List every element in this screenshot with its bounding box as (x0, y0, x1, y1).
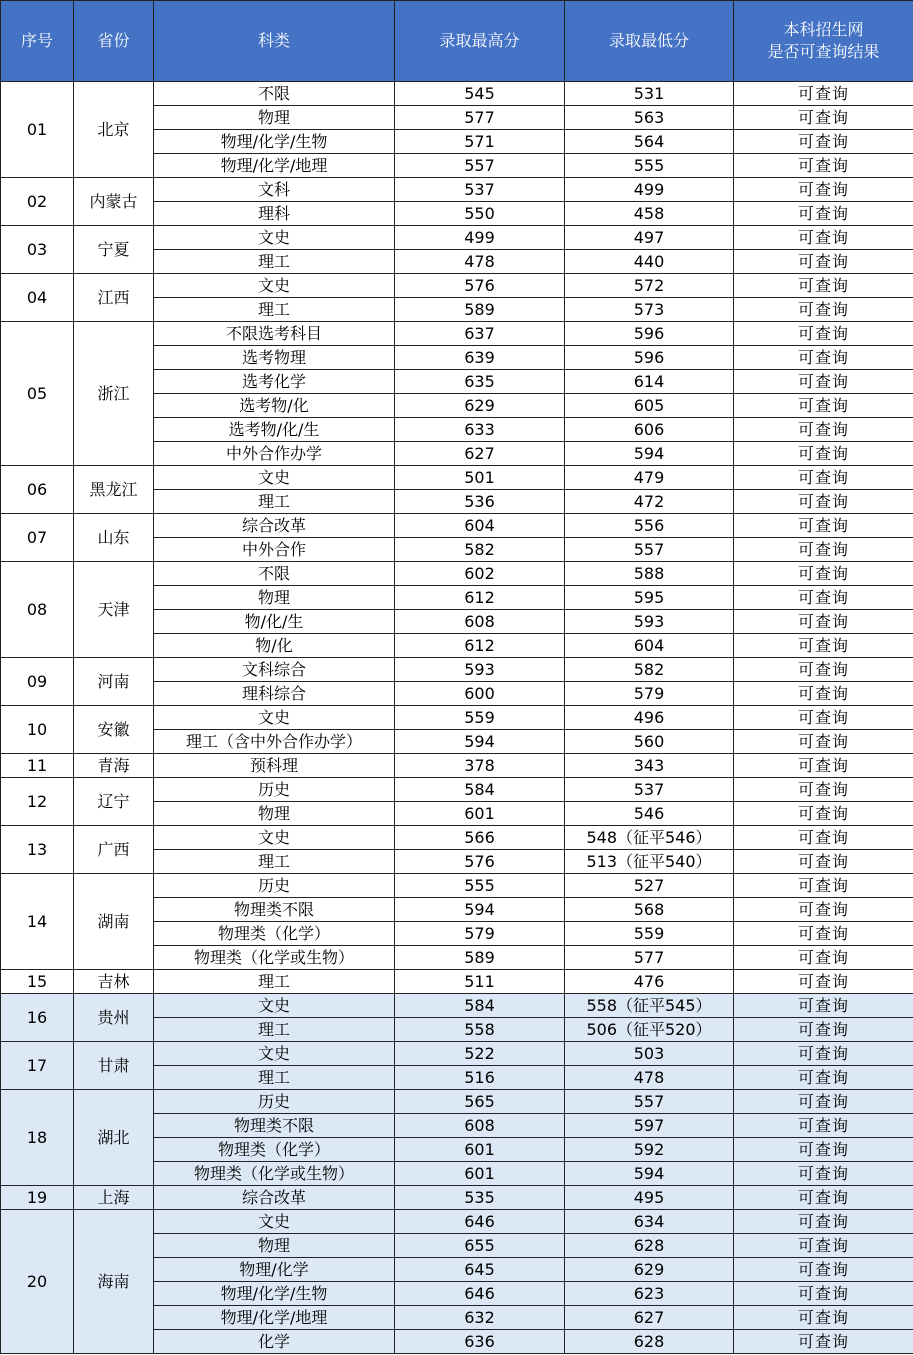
min-score-cell: 594 (565, 1162, 734, 1186)
max-score-cell: 565 (395, 1090, 565, 1114)
category-cell: 物理/化学/地理 (154, 154, 395, 178)
max-score-cell: 522 (395, 1042, 565, 1066)
category-cell: 物理类不限 (154, 898, 395, 922)
row-number: 06 (1, 466, 74, 514)
min-score-cell: 496 (565, 706, 734, 730)
max-score-cell: 637 (395, 322, 565, 346)
query-link[interactable]: 可查询 (734, 562, 913, 586)
min-score-cell: 596 (565, 346, 734, 370)
query-link[interactable]: 可查询 (734, 994, 913, 1018)
query-link[interactable]: 可查询 (734, 226, 913, 250)
max-score-cell: 633 (395, 418, 565, 442)
province-cell: 宁夏 (74, 226, 154, 274)
min-score-cell: 495 (565, 1186, 734, 1210)
category-cell: 中外合作 (154, 538, 395, 562)
min-score-cell: 579 (565, 682, 734, 706)
row-number: 05 (1, 322, 74, 466)
max-score-cell: 601 (395, 802, 565, 826)
row-number: 12 (1, 778, 74, 826)
province-cell: 江西 (74, 274, 154, 322)
max-score-cell: 576 (395, 274, 565, 298)
min-score-cell: 559 (565, 922, 734, 946)
query-link[interactable]: 可查询 (734, 346, 913, 370)
min-score-cell: 497 (565, 226, 734, 250)
min-score-cell: 577 (565, 946, 734, 970)
header-province: 省份 (74, 1, 154, 82)
category-cell: 选考物理 (154, 346, 395, 370)
table-row (1, 778, 913, 802)
category-cell: 选考物/化 (154, 394, 395, 418)
min-score-cell: 558（征平545） (565, 994, 734, 1018)
table-row (1, 178, 913, 202)
query-link[interactable]: 可查询 (734, 658, 913, 682)
category-cell: 文科综合 (154, 658, 395, 682)
max-score-cell: 478 (395, 250, 565, 274)
query-link[interactable]: 可查询 (734, 154, 913, 178)
table-row (1, 754, 913, 778)
province-cell: 黑龙江 (74, 466, 154, 514)
query-link[interactable]: 可查询 (734, 82, 913, 106)
query-link[interactable]: 可查询 (734, 322, 913, 346)
query-link[interactable]: 可查询 (734, 1042, 913, 1066)
row-number: 13 (1, 826, 74, 874)
min-score-cell: 555 (565, 154, 734, 178)
category-cell: 综合改革 (154, 514, 395, 538)
category-cell: 理工 (154, 1066, 395, 1090)
category-cell: 物理/化学/地理 (154, 1306, 395, 1330)
province-cell: 内蒙古 (74, 178, 154, 226)
max-score-cell: 559 (395, 706, 565, 730)
query-link[interactable]: 可查询 (734, 490, 913, 514)
table-row (1, 562, 913, 586)
province-cell: 山东 (74, 514, 154, 562)
category-cell: 文史 (154, 706, 395, 730)
header-category: 科类 (154, 1, 395, 82)
category-cell: 物理类（化学或生物） (154, 946, 395, 970)
max-score-cell: 601 (395, 1162, 565, 1186)
category-cell: 不限 (154, 562, 395, 586)
max-score-cell: 545 (395, 82, 565, 106)
category-cell: 文史 (154, 226, 395, 250)
category-cell: 文史 (154, 1210, 395, 1234)
min-score-cell: 588 (565, 562, 734, 586)
max-score-cell: 557 (395, 154, 565, 178)
header-min-score: 录取最低分 (565, 1, 734, 82)
province-cell: 湖北 (74, 1090, 154, 1186)
max-score-cell: 636 (395, 1330, 565, 1354)
query-link[interactable]: 可查询 (734, 1066, 913, 1090)
category-cell: 文史 (154, 826, 395, 850)
max-score-cell: 579 (395, 922, 565, 946)
min-score-cell: 531 (565, 82, 734, 106)
min-score-cell: 614 (565, 370, 734, 394)
min-score-cell: 537 (565, 778, 734, 802)
query-link[interactable]: 可查询 (734, 826, 913, 850)
min-score-cell: 556 (565, 514, 734, 538)
min-score-cell: 499 (565, 178, 734, 202)
table-row (1, 658, 913, 682)
category-cell: 历史 (154, 778, 395, 802)
max-score-cell: 601 (395, 1138, 565, 1162)
province-cell: 湖南 (74, 874, 154, 970)
min-score-cell: 564 (565, 130, 734, 154)
max-score-cell: 535 (395, 1186, 565, 1210)
max-score-cell: 627 (395, 442, 565, 466)
min-score-cell: 563 (565, 106, 734, 130)
table-row (1, 1042, 913, 1066)
header-max-score: 录取最高分 (395, 1, 565, 82)
max-score-cell: 584 (395, 778, 565, 802)
min-score-cell: 572 (565, 274, 734, 298)
query-link[interactable]: 可查询 (734, 298, 913, 322)
min-score-cell: 478 (565, 1066, 734, 1090)
query-link[interactable]: 可查询 (734, 1330, 913, 1354)
table-row (1, 322, 913, 346)
max-score-cell: 594 (395, 730, 565, 754)
min-score-cell: 623 (565, 1282, 734, 1306)
query-link[interactable]: 可查询 (734, 682, 913, 706)
min-score-cell: 476 (565, 970, 734, 994)
province-cell: 广西 (74, 826, 154, 874)
max-score-cell: 604 (395, 514, 565, 538)
row-number: 08 (1, 562, 74, 658)
category-cell: 物/化 (154, 634, 395, 658)
header-query-line2: 是否可查询结果 (767, 42, 880, 61)
province-cell: 河南 (74, 658, 154, 706)
min-score-cell: 604 (565, 634, 734, 658)
min-score-cell: 582 (565, 658, 734, 682)
max-score-cell: 550 (395, 202, 565, 226)
province-cell: 甘肃 (74, 1042, 154, 1090)
query-link[interactable]: 可查询 (734, 1090, 913, 1114)
query-link[interactable]: 可查询 (734, 274, 913, 298)
province-cell: 辽宁 (74, 778, 154, 826)
min-score-cell: 628 (565, 1330, 734, 1354)
category-cell: 物理/化学/生物 (154, 130, 395, 154)
table-row (1, 274, 913, 298)
query-link[interactable]: 可查询 (734, 754, 913, 778)
max-score-cell: 537 (395, 178, 565, 202)
query-link[interactable]: 可查询 (734, 202, 913, 226)
max-score-cell: 612 (395, 586, 565, 610)
row-number: 16 (1, 994, 74, 1042)
query-link[interactable]: 可查询 (734, 1138, 913, 1162)
table-row (1, 514, 913, 538)
min-score-cell: 458 (565, 202, 734, 226)
header-query-line1: 本科招生网 (783, 20, 864, 39)
max-score-cell: 612 (395, 634, 565, 658)
category-cell: 理工 (154, 490, 395, 514)
category-cell: 化学 (154, 1330, 395, 1354)
table-body (1, 82, 913, 1354)
table-row (1, 466, 913, 490)
query-link[interactable]: 可查询 (734, 466, 913, 490)
query-link[interactable]: 可查询 (734, 442, 913, 466)
category-cell: 物理类不限 (154, 1114, 395, 1138)
max-score-cell: 582 (395, 538, 565, 562)
query-link[interactable]: 可查询 (734, 370, 913, 394)
province-cell: 天津 (74, 562, 154, 658)
min-score-cell: 557 (565, 538, 734, 562)
max-score-cell: 378 (395, 754, 565, 778)
query-link[interactable]: 可查询 (734, 1234, 913, 1258)
province-cell: 安徽 (74, 706, 154, 754)
min-score-cell: 629 (565, 1258, 734, 1282)
min-score-cell: 546 (565, 802, 734, 826)
category-cell: 历史 (154, 874, 395, 898)
max-score-cell: 558 (395, 1018, 565, 1042)
query-link[interactable]: 可查询 (734, 850, 913, 874)
min-score-cell: 595 (565, 586, 734, 610)
category-cell: 物理/化学/生物 (154, 1282, 395, 1306)
table-row (1, 1186, 913, 1210)
query-link[interactable]: 可查询 (734, 874, 913, 898)
table-row (1, 970, 913, 994)
query-link[interactable]: 可查询 (734, 250, 913, 274)
table-row (1, 226, 913, 250)
row-number: 01 (1, 82, 74, 178)
table-row (1, 1090, 913, 1114)
min-score-cell: 605 (565, 394, 734, 418)
min-score-cell: 592 (565, 1138, 734, 1162)
row-number: 20 (1, 1210, 74, 1354)
category-cell: 中外合作办学 (154, 442, 395, 466)
max-score-cell: 577 (395, 106, 565, 130)
max-score-cell: 639 (395, 346, 565, 370)
table-row (1, 1210, 913, 1234)
province-cell: 青海 (74, 754, 154, 778)
category-cell: 文史 (154, 1042, 395, 1066)
max-score-cell: 511 (395, 970, 565, 994)
max-score-cell: 645 (395, 1258, 565, 1282)
province-cell: 北京 (74, 82, 154, 178)
query-link[interactable]: 可查询 (734, 898, 913, 922)
category-cell: 物理/化学 (154, 1258, 395, 1282)
max-score-cell: 594 (395, 898, 565, 922)
row-number: 17 (1, 1042, 74, 1090)
table-header-row (1, 1, 913, 82)
row-number: 10 (1, 706, 74, 754)
category-cell: 物/化/生 (154, 610, 395, 634)
row-number: 15 (1, 970, 74, 994)
max-score-cell: 608 (395, 1114, 565, 1138)
province-cell: 浙江 (74, 322, 154, 466)
category-cell: 物理类（化学） (154, 922, 395, 946)
category-cell: 文史 (154, 466, 395, 490)
query-link[interactable]: 可查询 (734, 1114, 913, 1138)
query-link[interactable]: 可查询 (734, 130, 913, 154)
max-score-cell: 602 (395, 562, 565, 586)
min-score-cell: 573 (565, 298, 734, 322)
min-score-cell: 627 (565, 1306, 734, 1330)
min-score-cell: 506（征平520） (565, 1018, 734, 1042)
query-link[interactable]: 可查询 (734, 1018, 913, 1042)
row-number: 04 (1, 274, 74, 322)
max-score-cell: 589 (395, 298, 565, 322)
query-link[interactable]: 可查询 (734, 730, 913, 754)
query-link[interactable]: 可查询 (734, 538, 913, 562)
max-score-cell: 516 (395, 1066, 565, 1090)
min-score-cell: 440 (565, 250, 734, 274)
max-score-cell: 499 (395, 226, 565, 250)
row-number: 11 (1, 754, 74, 778)
row-number: 14 (1, 874, 74, 970)
max-score-cell: 646 (395, 1210, 565, 1234)
row-number: 19 (1, 1186, 74, 1210)
category-cell: 理工（含中外合作办学） (154, 730, 395, 754)
row-number: 07 (1, 514, 74, 562)
category-cell: 不限 (154, 82, 395, 106)
table-row (1, 826, 913, 850)
max-score-cell: 629 (395, 394, 565, 418)
category-cell: 文史 (154, 994, 395, 1018)
max-score-cell: 571 (395, 130, 565, 154)
query-link[interactable]: 可查询 (734, 922, 913, 946)
min-score-cell: 560 (565, 730, 734, 754)
min-score-cell: 634 (565, 1210, 734, 1234)
table-row (1, 874, 913, 898)
max-score-cell: 635 (395, 370, 565, 394)
category-cell: 理工 (154, 970, 395, 994)
max-score-cell: 555 (395, 874, 565, 898)
query-link[interactable]: 可查询 (734, 1162, 913, 1186)
province-cell: 贵州 (74, 994, 154, 1042)
province-cell: 海南 (74, 1210, 154, 1354)
category-cell: 物理类（化学） (154, 1138, 395, 1162)
min-score-cell: 557 (565, 1090, 734, 1114)
category-cell: 文史 (154, 274, 395, 298)
max-score-cell: 646 (395, 1282, 565, 1306)
query-link[interactable]: 可查询 (734, 970, 913, 994)
table-row (1, 994, 913, 1018)
query-link[interactable]: 可查询 (734, 418, 913, 442)
row-number: 18 (1, 1090, 74, 1186)
min-score-cell: 593 (565, 610, 734, 634)
category-cell: 不限选考科目 (154, 322, 395, 346)
query-link[interactable]: 可查询 (734, 1306, 913, 1330)
table-row (1, 82, 913, 106)
query-link[interactable]: 可查询 (734, 1258, 913, 1282)
max-score-cell: 655 (395, 1234, 565, 1258)
category-cell: 理科综合 (154, 682, 395, 706)
province-cell: 上海 (74, 1186, 154, 1210)
min-score-cell: 479 (565, 466, 734, 490)
category-cell: 理工 (154, 250, 395, 274)
query-link[interactable]: 可查询 (734, 1282, 913, 1306)
category-cell: 物理 (154, 802, 395, 826)
query-link[interactable]: 可查询 (734, 946, 913, 970)
query-link[interactable]: 可查询 (734, 106, 913, 130)
max-score-cell: 589 (395, 946, 565, 970)
min-score-cell: 594 (565, 442, 734, 466)
header-no: 序号 (1, 1, 74, 82)
query-link[interactable]: 可查询 (734, 610, 913, 634)
province-cell: 吉林 (74, 970, 154, 994)
category-cell: 物理类（化学或生物） (154, 1162, 395, 1186)
max-score-cell: 566 (395, 826, 565, 850)
category-cell: 物理 (154, 106, 395, 130)
row-number: 03 (1, 226, 74, 274)
query-link[interactable]: 可查询 (734, 634, 913, 658)
min-score-cell: 472 (565, 490, 734, 514)
min-score-cell: 596 (565, 322, 734, 346)
min-score-cell: 343 (565, 754, 734, 778)
min-score-cell: 606 (565, 418, 734, 442)
table-row (1, 706, 913, 730)
query-link[interactable]: 可查询 (734, 802, 913, 826)
min-score-cell: 597 (565, 1114, 734, 1138)
min-score-cell: 513（征平540） (565, 850, 734, 874)
max-score-cell: 600 (395, 682, 565, 706)
row-number: 02 (1, 178, 74, 226)
min-score-cell: 527 (565, 874, 734, 898)
max-score-cell: 632 (395, 1306, 565, 1330)
query-link[interactable]: 可查询 (734, 1186, 913, 1210)
min-score-cell: 503 (565, 1042, 734, 1066)
min-score-cell: 548（征平546） (565, 826, 734, 850)
query-link[interactable]: 可查询 (734, 778, 913, 802)
min-score-cell: 568 (565, 898, 734, 922)
category-cell: 综合改革 (154, 1186, 395, 1210)
max-score-cell: 593 (395, 658, 565, 682)
max-score-cell: 501 (395, 466, 565, 490)
query-link[interactable]: 可查询 (734, 178, 913, 202)
category-cell: 历史 (154, 1090, 395, 1114)
category-cell: 理科 (154, 202, 395, 226)
category-cell: 预科理 (154, 754, 395, 778)
category-cell: 理工 (154, 298, 395, 322)
category-cell: 物理 (154, 1234, 395, 1258)
query-link[interactable]: 可查询 (734, 706, 913, 730)
query-link[interactable]: 可查询 (734, 394, 913, 418)
category-cell: 选考物/化/生 (154, 418, 395, 442)
category-cell: 物理 (154, 586, 395, 610)
max-score-cell: 608 (395, 610, 565, 634)
category-cell: 选考化学 (154, 370, 395, 394)
category-cell: 理工 (154, 850, 395, 874)
header-query (734, 1, 913, 82)
max-score-cell: 536 (395, 490, 565, 514)
max-score-cell: 584 (395, 994, 565, 1018)
category-cell: 文科 (154, 178, 395, 202)
max-score-cell: 576 (395, 850, 565, 874)
query-link[interactable]: 可查询 (734, 586, 913, 610)
query-link[interactable]: 可查询 (734, 1210, 913, 1234)
min-score-cell: 628 (565, 1234, 734, 1258)
row-number: 09 (1, 658, 74, 706)
query-link[interactable]: 可查询 (734, 514, 913, 538)
category-cell: 理工 (154, 1018, 395, 1042)
